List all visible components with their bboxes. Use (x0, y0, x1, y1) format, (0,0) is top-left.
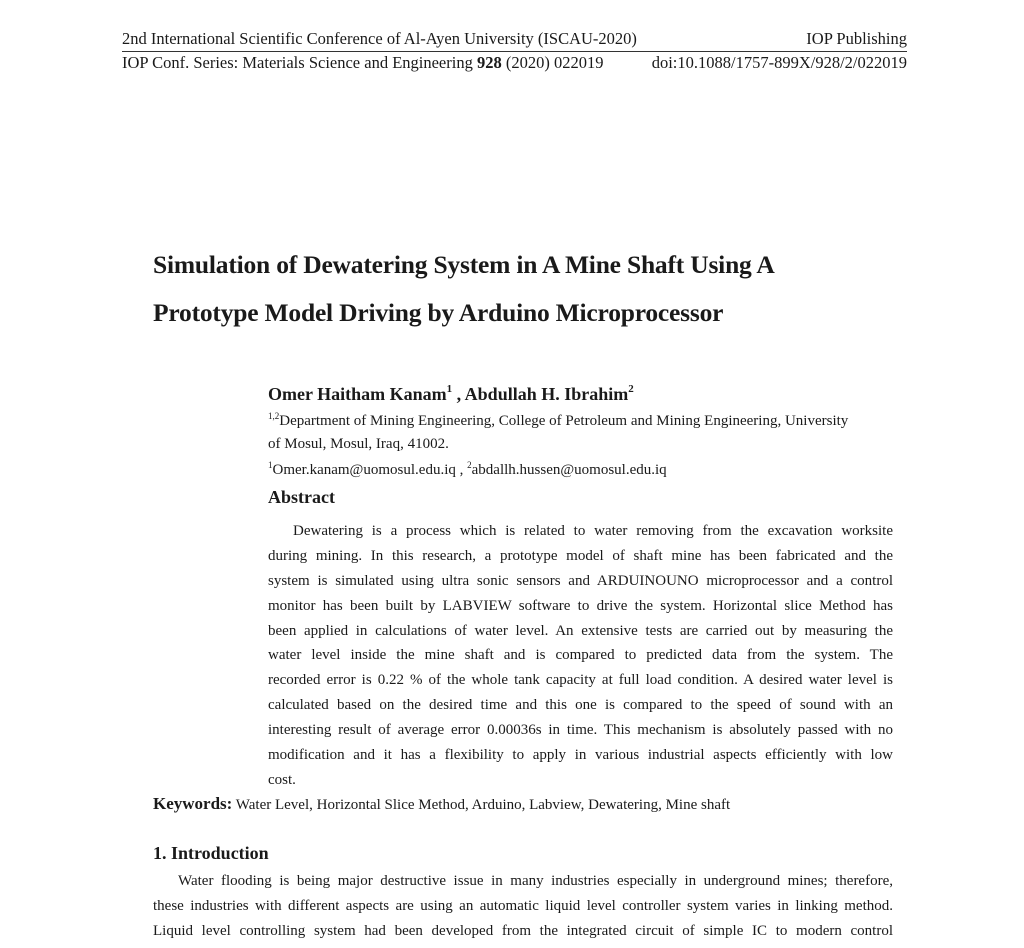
abstract-body (268, 519, 893, 793)
keywords-label: Keywords: (153, 794, 233, 813)
affiliation-text: Department of Mining Engineering, College of Petroleum and Mining Engineering, University (279, 413, 849, 429)
article-number: (2020) 022019 (501, 53, 604, 72)
abstract-line: recorded error is 0.22 % of the whole tank capacity at full load condition. A desired water level is (268, 672, 893, 689)
abstract-line: water level inside the mine shaft and is compared to predicted data from the system. The (268, 647, 893, 664)
publisher-name: IOP Publishing (806, 29, 907, 48)
email-separator: , (455, 462, 468, 478)
introduction-line: Water flooding is being major destructive issue in many industries especially in underground mines; therefore, (178, 873, 893, 889)
conference-name: 2nd International Scientific Conference of Al-Ayen University (ISCAU-2020) (122, 29, 637, 48)
author-name: Abdullah H. Ibrahim (464, 384, 629, 404)
paper-title-line-1: Simulation of Dewatering System in A Mine Shaft Using A (153, 250, 775, 279)
email-superscript: 2 (467, 460, 472, 470)
abstract-line: been applied in calculations of water level. An extensive tests are carried out by measuring the (268, 622, 893, 639)
abstract-line: system is simulated using ultra sonic sensors and ARDUINOUNO microprocessor and a control (268, 572, 893, 589)
abstract-line: calculated based on the desired time and this one is compared to the speed of sound with an (268, 697, 893, 714)
citation-line (122, 53, 907, 73)
author-superscript: 1 (446, 383, 453, 395)
affiliation-line (268, 411, 848, 430)
abstract-line: cost. (268, 771, 296, 788)
introduction-body (153, 869, 893, 944)
author-list (268, 383, 634, 405)
abstract-line: modification and it has a flexibility to apply in various industrial aspects efficiently with low (268, 747, 893, 764)
abstract-line: interesting result of average error 0.00036s in time. This mechanism is absolutely passed with no (268, 722, 893, 739)
abstract-heading: Abstract (268, 487, 335, 507)
email-superscript: 1 (268, 460, 273, 470)
journal-series: IOP Conf. Series: Materials Science and Engineering (122, 53, 477, 72)
author-name: Omer Haitham Kanam (268, 384, 447, 404)
email-address[interactable]: Omer.kanam@uomosul.edu.iq (272, 462, 456, 478)
volume-number: 928 (476, 53, 502, 72)
paper-title-line-2: Prototype Model Driving by Arduino Microprocessor (153, 298, 724, 327)
affiliation-superscript: 1,2 (268, 411, 280, 421)
introduction-line: these industries with different aspects are using an automatic liquid level controller system varies in linking method. (153, 897, 893, 914)
abstract-line: monitor has been built by LABVIEW software to drive the system. Horizontal slice Method has (268, 597, 893, 614)
running-header (122, 29, 907, 52)
doi-link[interactable]: doi:10.1088/1757-899X/928/2/022019 (651, 53, 907, 72)
affiliation-line: of Mosul, Mosul, Iraq, 41002. (268, 436, 449, 452)
author-separator: , (452, 384, 465, 404)
email-address[interactable]: abdallh.hussen@uomosul.edu.iq (471, 462, 667, 478)
author-superscript: 2 (628, 383, 634, 395)
keywords-text: Water Level, Horizontal Slice Method, Arduino, Labview, Dewatering, Mine shaft (232, 797, 731, 813)
introduction-line: Liquid level controlling system had been developed from the integrated circuit of simple IC to modern control (153, 922, 893, 939)
email-line (268, 460, 667, 479)
abstract-line: during mining. In this research, a prototype model of shaft mine has been fabricated and the (268, 547, 893, 564)
section-heading-introduction: 1. Introduction (153, 843, 269, 863)
abstract-line: Dewatering is a process which is related to water removing from the excavation worksite (293, 523, 893, 539)
keywords-line (153, 794, 730, 814)
